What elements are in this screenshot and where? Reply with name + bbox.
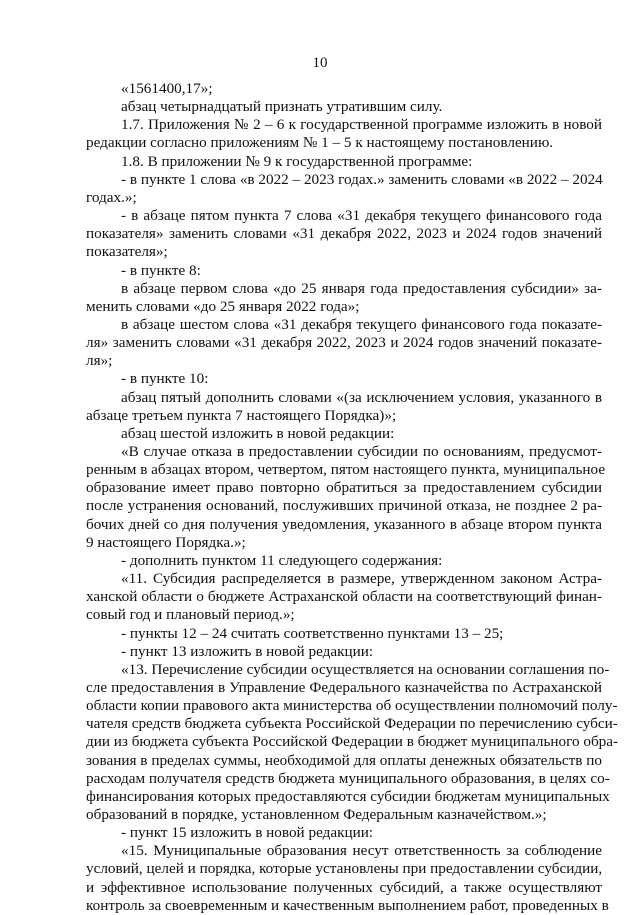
text-line: абзац пятый дополнить словами «(за исключением условия, указанного в [121,388,602,406]
text-line: чателя средств бюджета субъекта Российской Федерации по перечислению субси- [86,715,618,733]
text-line: дии из бюджета субъекта Российской Федерации в бюджет муниципального обра- [86,733,619,751]
text-line: контроль за своевременным и качественным выполнением работ, проведенных в [86,896,609,914]
text-line: - дополнить пунктом 11 следующего содержания: [121,551,443,569]
text-line: показателя» заменить словами «31 декабря 2022, 2023 и 2024 годов значений [86,225,602,243]
page-number: 10 [312,55,328,71]
text-line: образование имеет право повторно обратиться за предоставлением субсидии [86,479,602,497]
text-line: «В случае отказа в предоставлении субсидии по основаниям, предусмот- [121,443,602,460]
text-line: сле предоставления в Управление Федерального казначейства по Астраханской [86,678,602,696]
text-line: абзац шестой изложить в новой редакции: [121,424,395,442]
text-line: 1.7. Приложения № 2 – 6 к государственной программе изложить в новой [121,116,602,134]
text-line: ренным в абзацах втором, четвертом, пятом настоящего пункта, муниципальное [86,461,606,479]
text-line: 1.8. В приложении № 9 к государственной программе: [121,152,473,170]
text-line: «1561400,17»; [121,80,213,97]
text-line: - в пункте 1 слова «в 2022 – 2023 годах.» заменить словами «в 2022 – 2024 [121,170,603,188]
text-line: - в пункте 10: [121,370,209,388]
text-line: редакции согласно приложениям № 1 – 5 к настоящему постановлению. [86,134,554,152]
text-line: - в абзаце пятом пункта 7 слова «31 декабря текущего финансового года [121,207,602,224]
text-line: «11. Субсидия распределяется в размере, утвержденном законом Астра- [121,570,602,587]
text-line: зования в пределах суммы, необходимой для оплаты денежных обязательств по [86,751,602,769]
text-line: в абзаце первом слова «до 25 января года предоставления субсидии» за- [121,279,602,297]
text-line: финансирования которых предоставляются субсидии бюджетам муниципальных [86,787,610,805]
text-line: после устранения оснований, послуживших причиной отказа, не позднее 2 ра- [86,497,602,515]
text-line: ханской области о бюджете Астраханской области на соответствующий финан- [86,588,602,606]
text-line: расходам получателя средств бюджета муниципального образования, в целях со- [86,769,610,787]
text-line: абзац четырнадцатый признать утратившим силу. [121,98,443,116]
text-line: области копии правового акта министерства об осуществлении полномочий полу- [86,697,618,715]
text-line: - в пункте 8: [121,261,201,279]
text-line: бочих дней со дня получения уведомления, указанного в абзаце втором пункта [86,515,602,533]
text-line: и эффективное использование полученных субсидий, а также осуществляют [86,878,602,896]
text-line: показателя»; [86,243,168,261]
text-line: - пункт 15 изложить в новой редакции: [121,824,374,842]
text-line: «15. Муниципальные образования несут ответственность за соблюдение [121,842,602,860]
text-line: ля»; [86,352,113,370]
text-line: годах.»; [86,188,137,206]
text-line: абзаце третьем пункта 7 настоящего Порядка)»; [86,406,397,424]
text-line: условий, целей и порядка, которые установлены при предоставлении субсидии, [86,860,603,878]
text-line: ля» заменить словами «31 декабря 2022, 2023 и 2024 годов значений показате- [86,334,602,352]
text-line: менить словами «до 25 января 2022 года»; [86,297,360,315]
text-line: совый год и плановый период.»; [86,606,295,624]
text-line: образований в порядке, установленном Федеральным казначейством.»; [86,806,547,823]
text-line: - пункт 13 изложить в новой редакции: [121,642,374,660]
text-line: 9 настоящего Порядка.»; [86,533,246,551]
text-line: «13. Перечисление субсидии осуществляется на основании соглашения по- [121,660,610,678]
text-line: в абзаце шестом слова «31 декабря текущего финансового года показате- [121,315,602,333]
text-line: - пункты 12 – 24 считать соответственно пунктами 13 – 25; [121,624,504,642]
